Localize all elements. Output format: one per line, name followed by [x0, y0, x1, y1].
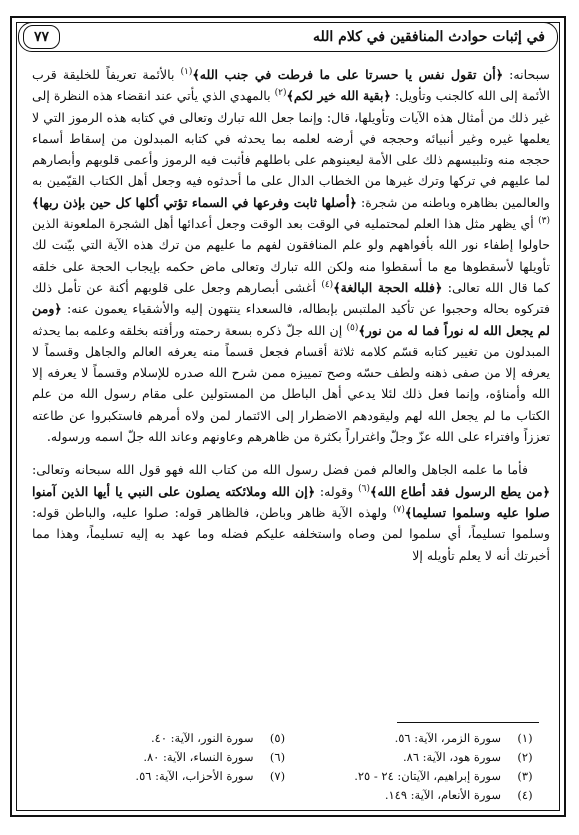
footnote-text: سورة النساء، الآية: ٨٠.	[143, 749, 254, 764]
text-run: أغشى أبصارهم وجعل على قلوبهم أكنة عن تأمل ذلك فتركوه بحاله وحجبوا عن تأكيد الملتبس بإبطاله، فالسعداء ينتهون إليه والأشقياء يعمون عنه:	[32, 279, 550, 317]
text-run: أي يظهر مثل هذا العلم لمحتمليه في الوقت بعد الوقت وجعل أعدائها أهل الشجرة الملعونة الذين حاولوا إطفاء نور الله بأفواههم ولو علم المنافقون لفهم ما عليهم من ترك هذه الآية التي بيّنت لك تأويلها لأسقطوها مع ما أسقطوا منه ولكن الله تبارك وتعالى ماض حكمه بإيجاب الحجة على خلقه كما قال الله تعالى:	[32, 216, 550, 295]
footnote	[40, 766, 288, 785]
footnote-divider	[397, 722, 539, 723]
quran-quote: ﴿ومن لم يجعل الله له نوراً فما له من نور﴾	[32, 301, 550, 338]
footnote-number: (١)	[517, 730, 533, 745]
text-run: ولهذه الآية ظاهر وباطن، فالظاهر قوله: صلوا عليه، والباطن قوله: وسلموا تسليماً، أي سلموا لمن وصاه واستخلفه عليكم فضله وما عهد به إليه تسليماً، وهذا مما أخبرتك أنه لا يعلم تأويله إلا	[32, 504, 550, 563]
paragraph-2	[32, 459, 550, 565]
footnote-text: سورة الزمر، الآية: ٥٦.	[394, 730, 501, 745]
footnotes	[40, 728, 535, 808]
footnote	[40, 747, 288, 766]
footnote	[288, 766, 536, 785]
text-run: وقوله:	[315, 483, 359, 499]
footnote-ref: (٣)	[538, 215, 550, 226]
footnote-number: (٧)	[269, 768, 286, 783]
main-text	[32, 64, 550, 714]
footnote-ref: (٥)	[346, 322, 359, 333]
running-title: في إثبات حوادث المنافقين في كلام الله	[313, 29, 545, 45]
paragraph-1	[32, 64, 550, 447]
page-header	[18, 22, 558, 52]
quran-quote: ﴿فلله الحجة البالغة﴾	[333, 279, 443, 295]
footnote-number: (٦)	[269, 749, 286, 764]
footnote	[288, 747, 536, 766]
footnote-number: (٥)	[269, 730, 286, 745]
quran-quote: ﴿أن تقول نفس يا حسرتا على ما فرطت في جنب الله﴾	[192, 67, 504, 82]
footnote-text: سورة النور، الآية: ٤٠.	[150, 730, 254, 745]
footnote	[288, 728, 536, 747]
quran-quote: ﴿بقية الله خير لكم﴾	[286, 88, 391, 104]
text-run: بالمهدي الذي يأتي عند انقضاء هذه النظرة إلى غير ذلك من أمثال هذه الآيات وتأويلها، قال: وإنما جعل الله تبارك وتعالى في كتابه هذه الرموز التي لا يعلمها غيره وغير أنبيائه وحججه في أرضه لعلمه بما يحدثه في كتابه المبدلون من إسقاط أسماء حججه منه وتلبيسهم ذلك على الأمة ليعينوهم على باطلهم فأثبت فيه الرموز وأعمى قلوبهم وأبصارهم لما عليهم في تركها وترك غيرها من الخطاب الدال على ما أحدثوه فيه وجعل أهل الكتاب القيّمين به والعالمين بظاهره وباطنه من شجرة:	[32, 88, 550, 210]
footnote-ref: (٧)	[393, 504, 405, 515]
page-number: ٧٧	[23, 25, 60, 49]
footnote-text: سورة إبراهيم، الآيتان: ٢٤ - ٢٥.	[354, 768, 501, 783]
footnote-ref: (٦)	[358, 483, 370, 494]
footnote-text: سورة الأنعام، الآية: ١٤٩.	[384, 787, 501, 802]
text-run: فأما ما علمه الجاهل والعالم فمن فضل رسول الله من كتاب الله فهو قول الله سبحانه وتعالى:	[32, 462, 528, 478]
footnote-number: (٤)	[517, 787, 533, 802]
footnote-ref: (٢)	[274, 88, 287, 99]
text-run: بالأئمة تعريفاً للخليقة قرب الأئمة إلى الله كالجنب وتأويل:	[32, 67, 550, 104]
footnote-ref: (٤)	[321, 279, 334, 290]
quran-quote: ﴿من يطع الرسول فقد أطاع الله﴾	[369, 483, 550, 499]
footnote-text: سورة الأحزاب، الآية: ٥٦.	[135, 768, 254, 783]
footnote	[288, 785, 536, 804]
footnote-ref: (١)	[180, 66, 193, 77]
text-run: إن الله جلّ ذكره بسعة رحمته ورأفته بخلقه وعلمه بما يحدثه المبدلون من تغيير كتابه قسّم كلامه ثلاثة أقسام فجعل قسماً منه يعرفه العالم والجاهل وقسماً لا يعرفه إلا من صفى ذهنه ولطف حسّه وصح تمييزه ممن شرح الله صدره للإسلام وقسماً لا يعرفه إلا الله وأمناؤه، وإنما فعل ذلك لئلا يدعي أهل الباطل من المستولين على مقام رسول الله من علم الكتاب ما لم يجعل الله لهم وليقودهم الاضطرار إلى الائتمار لمن ولاه أمرهم فاستكبروا عن طاعته تعززاً وافتراء على الله عزّ وجلّ واغتراراً بكثرة من ظاهرهم وعاونهم وعاند الله جلّ اسمه ورسوله.	[32, 322, 550, 445]
footnote-text: سورة هود، الآية: ٨٦.	[403, 749, 501, 764]
quran-quote: ﴿إن الله وملائكته يصلون على النبي يا أيها الذين آمنوا صلوا عليه وسلموا تسليما﴾	[32, 483, 550, 520]
quran-quote: ﴿أصلها ثابت وفرعها في السماء تؤتي أكلها كل حين بإذن ربها﴾	[32, 194, 357, 210]
footnote-number: (٣)	[517, 768, 533, 783]
footnote	[40, 728, 288, 747]
text-run: سبحانه:	[503, 67, 550, 82]
footnote-number: (٢)	[517, 749, 533, 764]
